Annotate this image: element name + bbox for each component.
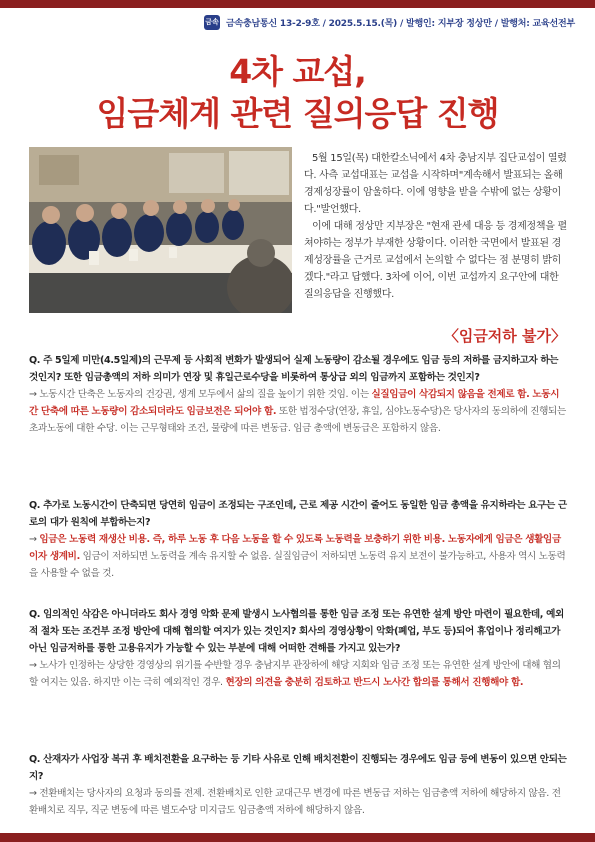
section-title: 〈임금저하 불가〉 bbox=[443, 327, 566, 345]
answer-4: → 전환배치는 당사자의 요청과 동의를 전제. 전환배치로 인한 교대근무 변경에 따른 변동급 저하는 임금총액 저하에 해당하지 않음. 전환배치로 직무, 직군 변동에 따른 별도수당 미지급도 임금총액 저하에 해당하지 않음. bbox=[29, 788, 561, 816]
qa-item-4 bbox=[29, 751, 567, 819]
question-2: Q. 추가로 노동시간이 단축되면 당연히 임금이 조정되는 구조인데, 근로 제공 시간이 줄어도 동일한 임금 총액을 유지하라는 요구는 근로의 대가 원칙에 부합하는지? bbox=[29, 500, 567, 528]
intro-paragraph-1: 5월 15일(목) 대한칼소닉에서 4차 충남지부 집단교섭이 열렸다. 사측 교섭대표는 교섭을 시작하며"계속해서 발표되는 올해 경제성장률이 암울하다. 이에 영향을 받을 수밖에 없는 상황이다."발언했다. bbox=[304, 153, 567, 215]
answer-1: → 노동시간 단축은 노동자의 건강권, 생계 모두에서 삶의 질을 높이기 위한 것임. 이는 실질임금이 삭감되지 않음을 전제로 함. 노동시간 단축에 따른 노동량이 감소되더라도 임금보전은 되어야 함. 또한 법정수당(연장, 휴일, 심야노동수당)은 당사자의 동의하에 진행되는 초과노동에 대한 수당. 이는 근무형태와 조건, 물량에 따른 변동급. 임금 총액에 변동급은 포함하지 않음. bbox=[29, 389, 566, 434]
intro-paragraph-2: 이에 대해 정상만 지부장은 "현재 관세 대응 등 경제정책을 펼쳐야하는 정부가 부재한 상황이다. 이러한 국면에서 발표된 경제성장률을 근거로 교섭에서 논의할 수 없다는 점 분명히 밝히겠다."라고 답했다. 3차에 이어, 이번 교섭까지 요구안에 대한 질의응답을 진행했다. bbox=[304, 221, 567, 300]
question-3: Q. 임의적인 삭감은 아니더라도 회사 경영 악화 문제 발생시 노사협의를 통한 임금 조정 또는 유연한 설계 방안 마련이 필요한데, 예외적 절차 또는 조건부 조정 방안에 대해 협의할 여지가 있는 것인지? 회사의 경영상황이 악화(폐업, 부도 등)되어 휴업이나 정리해고가 아닌 임금저하를 통한 고용유지가 가능할 수 있는 부분에 대해 어떠한 견해를 가지고 있는가? bbox=[29, 609, 564, 654]
header-info: 금속충남통신 13-2-9호 / 2025.5.15.(목) / 발행인: 지부장 정상만 / 발행처: 교육선전부 bbox=[226, 18, 575, 29]
qa-item-2 bbox=[29, 497, 567, 582]
answer-3: → 노사가 인정하는 상당한 경영상의 위기를 수반할 경우 충남지부 관장하에 해당 지회와 임금 조정 또는 유연한 설계 방안에 대해 협의할 여지는 있음. 하지만 이는 극히 예외적인 경우. 현장의 의견을 충분히 검토하고 반드시 노사간 합의를 통해서 진행해야 함. bbox=[29, 660, 561, 688]
top-accent-bar bbox=[0, 0, 595, 8]
qa-item-3 bbox=[29, 606, 567, 691]
bottom-accent-bar bbox=[0, 833, 595, 842]
answer-2: → 임금은 노동력 재생산 비용. 즉, 하루 노동 후 다음 노동을 할 수 있도록 노동력을 보충하기 위한 비용. 노동자에게 임금은 생활임금이자 생계비. 임금이 저하되면 노동력을 계속 유지할 수 없음. 실질임금이 저하되면 노동력 유지 보전이 불가능하고, 사용자 역시 노동력을 사용할 수 없을 것. bbox=[29, 534, 566, 579]
newsletter-header bbox=[0, 13, 575, 31]
meeting-photo-illustration bbox=[29, 147, 292, 313]
union-logo-icon: 금속 bbox=[204, 15, 220, 30]
intro-article bbox=[304, 150, 568, 303]
meeting-photo bbox=[29, 147, 292, 313]
question-4: Q. 산재자가 사업장 복귀 후 배치전환을 요구하는 등 기타 사유로 인해 배치전환이 진행되는 경우에도 임금 등에 변동이 있으면 안되는지? bbox=[29, 754, 567, 782]
headline-line2: 임금체계 관련 질의응답 진행 bbox=[96, 94, 499, 133]
question-1: Q. 주 5일제 미만(4.5일제)의 근무제 등 사회적 변화가 발생되어 실제 노동량이 감소될 경우에도 임금 등의 저하를 금지하고자 하는 것인지? 또한 임금총액의 저하 의미가 연장 및 휴일근로수당을 비롯하여 통상급 외의 임금까지 포함하는 것인지? bbox=[29, 355, 559, 383]
qa-item-1 bbox=[29, 352, 567, 437]
headline-line1: 4차 교섭, bbox=[229, 52, 366, 91]
